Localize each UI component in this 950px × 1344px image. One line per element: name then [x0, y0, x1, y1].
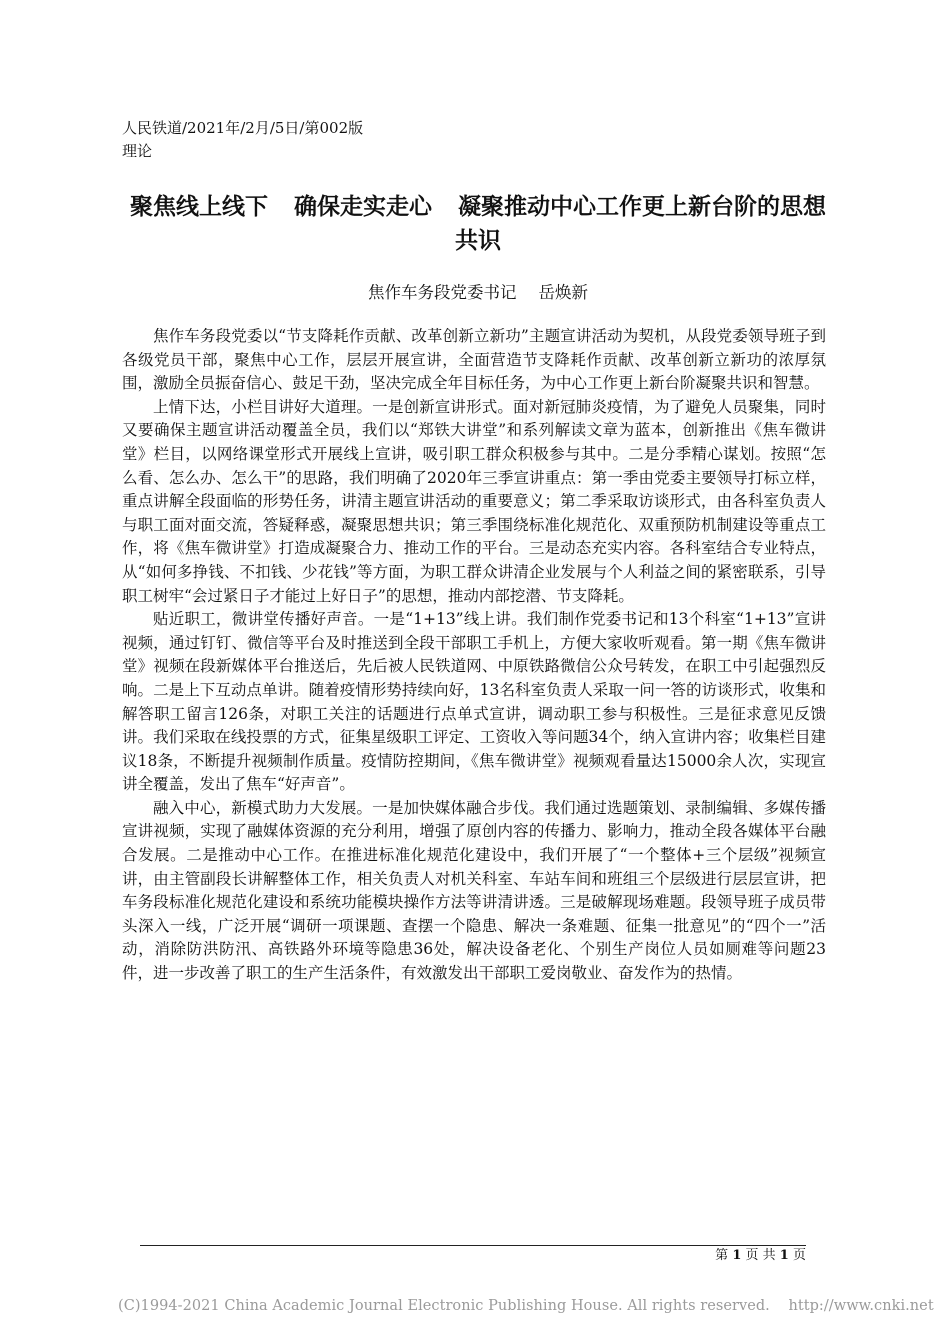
page-prefix: 第 [715, 1248, 729, 1263]
page-middle: 页 共 [745, 1248, 776, 1263]
author-role: 焦作车务段党委书记 [368, 283, 517, 302]
page-number [715, 1248, 806, 1264]
column-label: 理论 [122, 142, 153, 160]
paragraph-1: 焦作车务段党委以“节支降耗作贡献、改革创新立新功”主题宣讲活动为契机，从段党委领导班子到各级党员干部，聚焦中心工作，层层开展宣讲，全面营造节支降耗作贡献、改革创新立新功的浓厚氛围，激励全员振奋信心、鼓足干劲，坚决完成全年目标任务，为中心工作更上新台阶凝聚共识和智慧。 [122, 327, 826, 393]
source-info [122, 117, 363, 163]
paragraph-2: 上情下达，小栏目讲好大道理。一是创新宣讲形式。面对新冠肺炎疫情，为了避免人员聚集，同时又要确保主题宣讲活动覆盖全员，我们以“郑铁大讲堂”和系列解读文章为蓝本，创新推出《焦车微讲堂》栏目，以网络课堂形式开展线上宣讲，吸引职工群众积极参与其中。二是分季精心谋划。按照“怎么看、怎么办、怎么干”的思路，我们明确了2020年三季宣讲重点：第一季由党委主要领导打标立样，重点讲解全段面临的形势任务，讲清主题宣讲活动的重要意义；第二季采取访谈形式，由各科室负责人与职工面对面交流，答疑释惑，凝聚思想共识；第三季围绕标准化规范化、双重预防机制建设等重点工作，将《焦车微讲堂》打造成凝聚合力、推动工作的平台。三是动态充实内容。各科室结合专业特点，从“如何多挣钱、不扣钱、少花钱”等方面，为职工群众讲清企业发展与个人利益之间的紧密联系，引导职工树牢“会过紧日子才能过上好日子”的思想，推动内部挖潜、节支降耗。 [122, 397, 826, 605]
source-line: 人民铁道/2021年/2月/5日/第002版 [122, 119, 364, 137]
author-name: 岳焕新 [538, 283, 588, 302]
title-part-2: 确保走实走心 [294, 194, 432, 220]
article-body [122, 325, 826, 986]
paragraph-4: 融入中心，新模式助力大发展。一是加快媒体融合步伐。我们通过选题策划、录制编辑、多媒传播宣讲视频，实现了融媒体资源的充分利用，增强了原创内容的传播力、影响力，推动全段各媒体平台融合发展。二是推动中心工作。在推进标准化规范化建设中，我们开展了“一个整体+三个层级”视频宣讲，由主管副段长讲解整体工作，相关负责人对机关科室、车站车间和班组三个层级进行层层宣讲，把车务段标准化规范化建设和系统功能模块操作方法等讲清讲透。三是破解现场难题。段领导班子成员带头深入一线，广泛开展“调研一项课题、查摆一个隐患、解决一条难题、征集一批意见”的“四个一”活动，消除防洪防汛、高铁路外环境等隐患36处，解决设备老化、个别生产岗位人员如厕难等问题23件，进一步改善了职工的生产生活条件，有效激发出干部职工爱岗敬业、奋发作为的热情。 [122, 798, 826, 983]
page-total: 1 [779, 1248, 789, 1263]
title-part-1: 聚焦线上线下 [130, 194, 268, 220]
paragraph-3: 贴近职工，微讲堂传播好声音。一是“1+13”线上讲。我们制作党委书记和13个科室“1+13”宣讲视频，通过钉钉、微信等平台及时推送到全段干部职工手机上，方便大家收听观看。第一期《焦车微讲堂》视频在段新媒体平台推送后，先后被人民铁道网、中原铁路微信公众号转发，在职工中引起强烈反响。二是上下互动点单讲。随着疫情形势持续向好，13名科室负责人采取一问一答的访谈形式，收集和解答职工留言126条，对职工关注的话题进行点单式宣讲，调动职工参与积极性。三是征求意见反馈讲。我们采取在线投票的方式，征集星级职工评定、工资收入等问题34个，纳入宣讲内容；收集栏目建议18条，不断提升视频制作质量。疫情防控期间，《焦车微讲堂》视频观看量达15000余人次，实现宣讲全覆盖，发出了焦车“好声音”。 [122, 610, 826, 794]
title-part-3: 凝聚推动中心工作更上新台阶的思想共识 [455, 194, 826, 254]
author-line [122, 281, 834, 305]
footer-divider [140, 1245, 806, 1246]
copyright-notice: (C)1994-2021 China Academic Journal Electronic Publishing House. All rights reserved. http://www.cnki.net [118, 1298, 934, 1314]
article-title [122, 190, 834, 258]
page-current: 1 [732, 1248, 742, 1263]
page-suffix: 页 [792, 1248, 806, 1263]
